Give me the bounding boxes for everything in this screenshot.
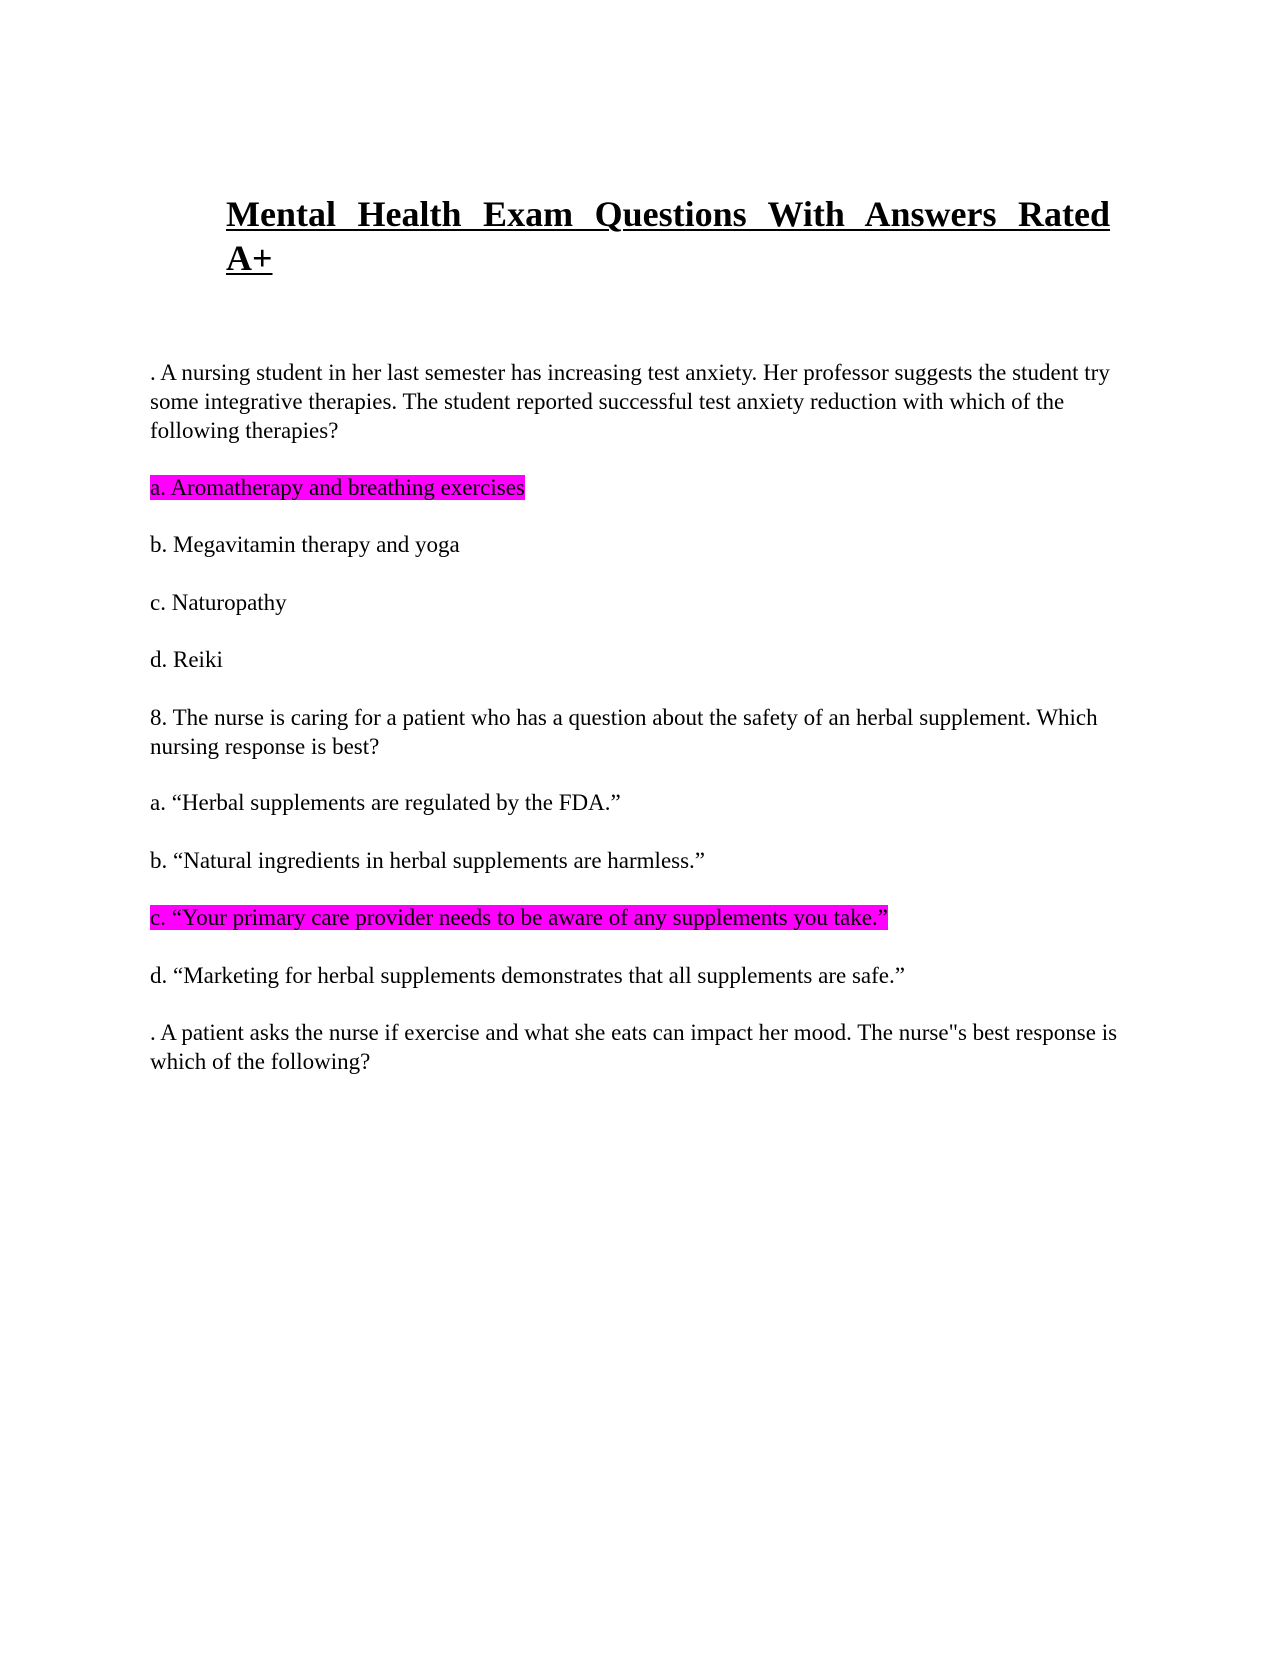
- question-2-option-a: a. “Herbal supplements are regulated by the FDA.”: [150, 790, 621, 815]
- question-1-option-c: c. Naturopathy: [150, 590, 287, 615]
- document-title: Mental Health Exam Questions With Answers Rated A+: [226, 194, 1110, 278]
- question-1-option-a: [150, 473, 1140, 502]
- answer-highlight: a. Aromatherapy and breathing exercises: [150, 475, 525, 500]
- question-1-option-d: d. Reiki: [150, 647, 223, 672]
- question-2-stem: 8. The nurse is caring for a patient who has a question about the safety of an herbal supplement. Which nursing response is best?: [150, 705, 1098, 759]
- question-3-stem: . A patient asks the nurse if exercise and what she eats can impact her mood. The nurse"s best response is which of the following?: [150, 1020, 1118, 1074]
- question-1-stem: . A nursing student in her last semester has increasing test anxiety. Her professor suggests the student try some integrative therapies. The student reported successful test anxiety reduction with which of the following therapies?: [150, 360, 1110, 443]
- question-2-option-b: b. “Natural ingredients in herbal supplements are harmless.”: [150, 848, 706, 873]
- answer-highlight: c. “Your primary care provider needs to be aware of any supplements you take.”: [150, 905, 888, 930]
- question-2-option-c: [150, 903, 1140, 932]
- question-2-option-d: d. “Marketing for herbal supplements demonstrates that all supplements are safe.”: [150, 963, 905, 988]
- question-1-option-b: b. Megavitamin therapy and yoga: [150, 532, 460, 557]
